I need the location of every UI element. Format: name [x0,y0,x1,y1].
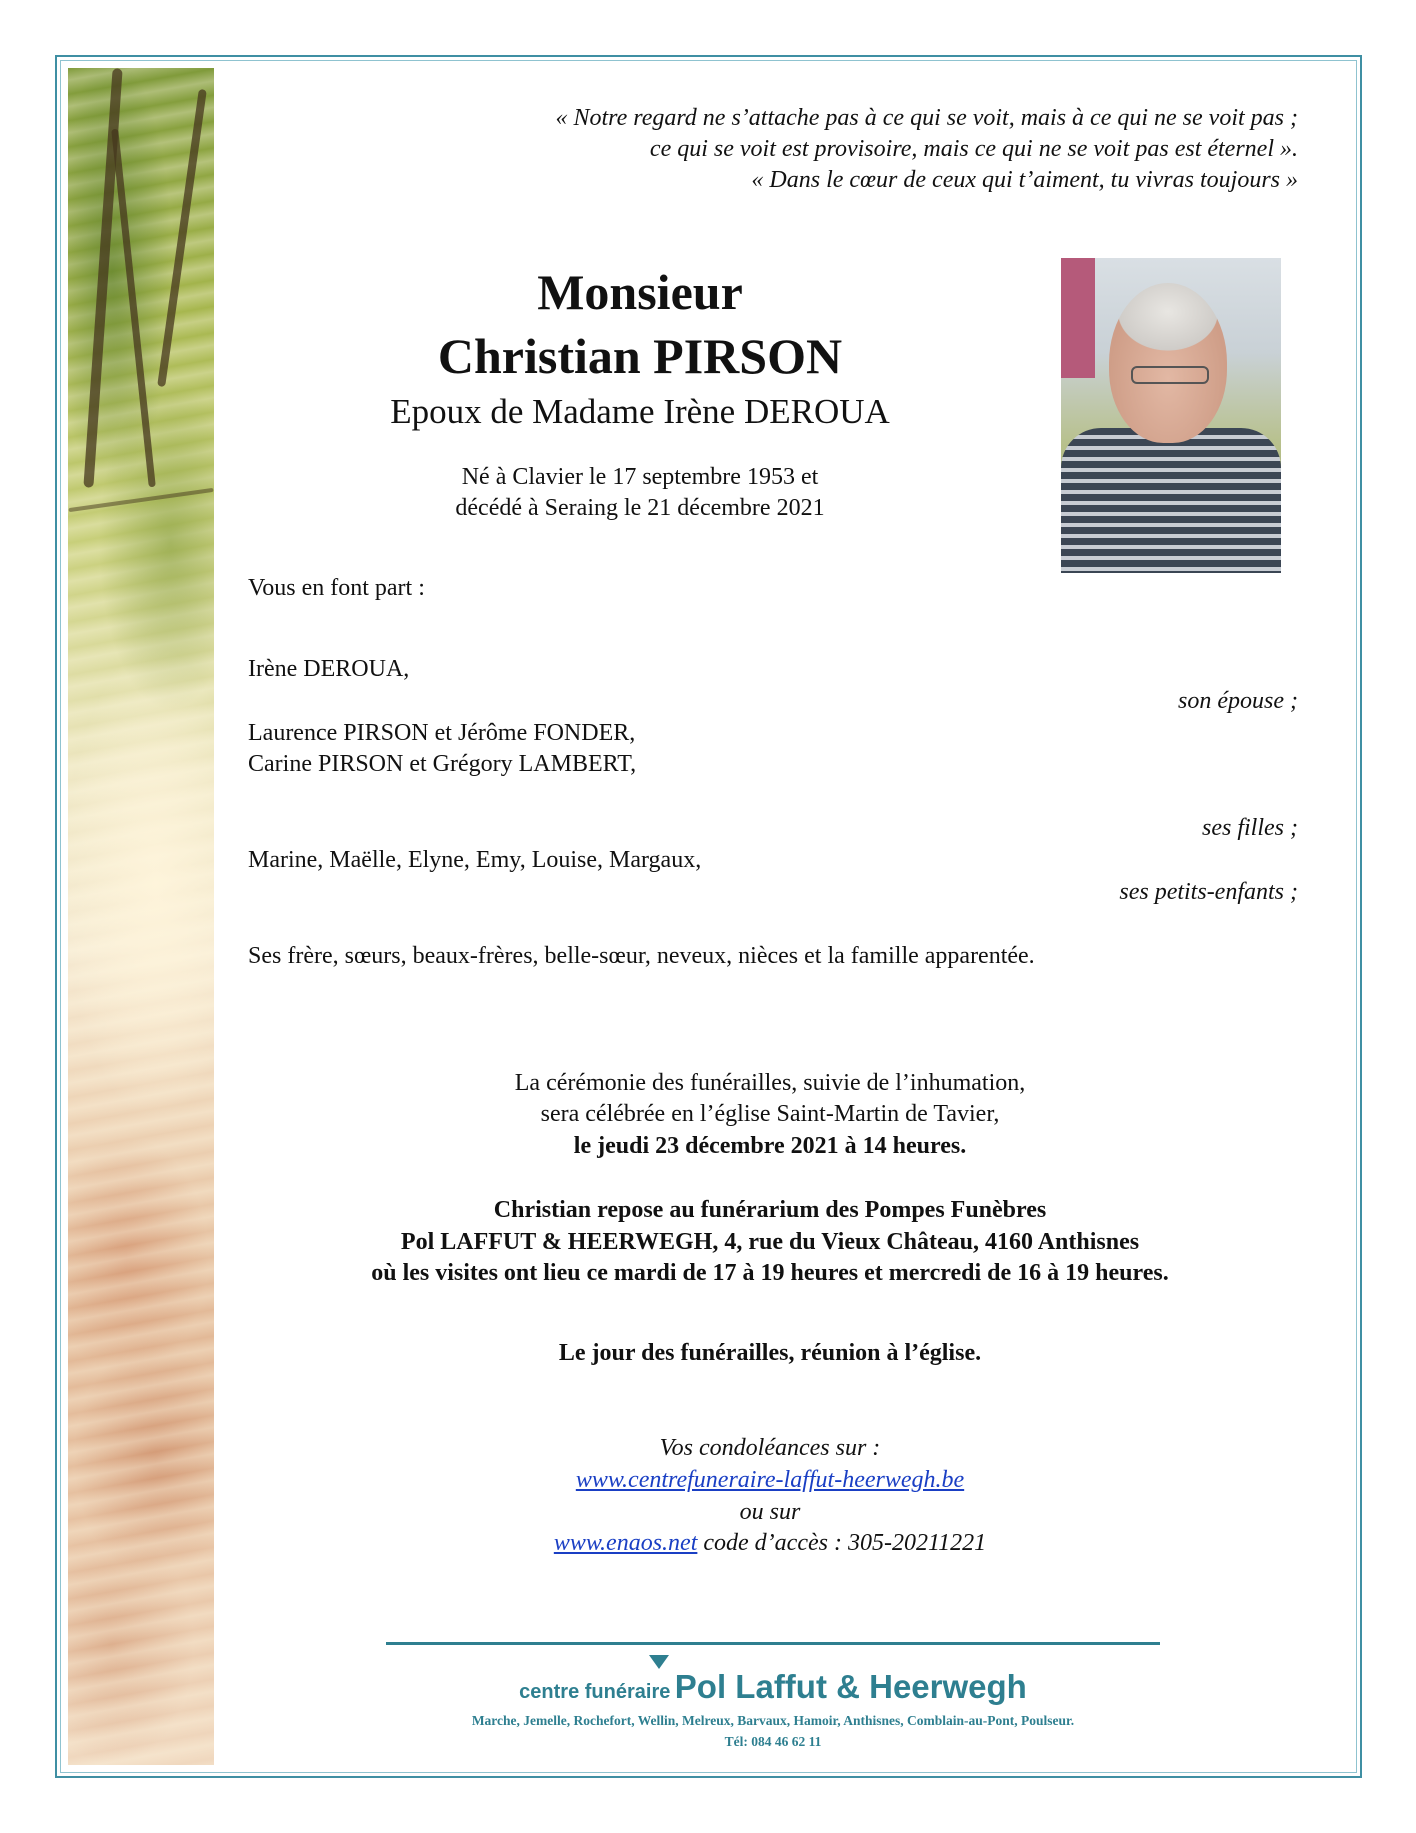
birth-death-dates [240,462,1040,524]
deceased-name: Christian PIRSON [437,328,843,384]
quote-line: ce qui se voit est provisoire, mais ce qui ne se voit pas est éternel ». [649,136,1298,162]
family-name: Irène DEROUA, [248,656,410,682]
family-relation: ses filles ; [1202,815,1298,841]
extended-family: Ses frère, sœurs, beaux-frères, belle-sœur, neveux, nièces et la famille apparentée. [248,943,1035,969]
death-line: décédé à Seraing le 21 décembre 2021 [455,495,825,521]
family-relation: son épouse ; [1178,688,1298,714]
tree-branch [68,488,213,512]
birth-line: Né à Clavier le 17 septembre 1953 et [461,464,819,490]
family-name: Marine, Maëlle, Elyne, Emy, Louise, Margaux, [248,847,702,873]
meeting-note: Le jour des funérailles, réunion à l’église. [558,1340,982,1366]
quote-line: « Notre regard ne s’attache pas à ce qui se voit, mais à ce qui ne se voit pas ; [555,105,1298,131]
spouse-line: Epoux de Madame Irène DEROUA [390,392,890,431]
condolences-link-line [150,1465,1390,1496]
ceremony-date: le jeudi 23 décembre 2021 à 14 heures. [573,1133,967,1159]
funeral-home-logo [386,1668,1160,1706]
ceremony-line: La cérémonie des funérailles, suivie de l’inhumation, [514,1070,1026,1096]
visitation-line: où les visites ont lieu ce mardi de 17 à 19 heures et mercredi de 16 à 19 heures. [371,1260,1169,1286]
honorific: Monsieur [537,264,743,320]
funeral-home-locations: Marche, Jemelle, Rochefort, Wellin, Melreux, Barvaux, Hamoir, Anthisnes, Comblain-au-Pont, Poulseur. [471,1713,1075,1728]
tree-trunk [157,89,207,387]
condolences-intro: Vos condoléances sur : [659,1435,881,1461]
footer-divider [386,1642,1160,1645]
condolences-link-primary[interactable]: www.centrefuneraire-laffut-heerwegh.be [575,1467,965,1493]
announcement-intro: Vous en font part : [248,575,425,601]
access-code: code d’accès : 305-20211221 [697,1530,987,1556]
logo-prefix: centre funéraire [519,1681,671,1703]
quote-line: « Dans le cœur de ceux qui t’aiment, tu vivras toujours » [751,167,1298,193]
footer-logo-triangle-icon [649,1655,669,1669]
condolences-code-line [150,1528,1390,1559]
condolences-link-secondary[interactable]: www.enaos.net [553,1530,698,1556]
family-relation: ses petits-enfants ; [1119,879,1298,905]
family-name: Laurence PIRSON et Jérôme FONDER, [248,720,636,746]
tree-trunk [111,129,156,488]
logo-brand: Pol Laffut & Heerwegh [674,1668,1027,1705]
epigraph-quote [298,103,1298,196]
condolences-or: ou sur [739,1499,801,1525]
visitation-line: Christian repose au funérarium des Pompes Funèbres [493,1197,1047,1223]
funeral-home-phone: Tél: 084 46 62 11 [724,1734,822,1749]
family-name: Carine PIRSON et Grégory LAMBERT, [248,751,637,777]
ceremony-line: sera célébrée en l’église Saint-Martin de Tavier, [540,1101,1000,1127]
deceased-portrait-photo [1061,258,1281,573]
visitation-line: Pol LAFFUT & HEERWEGH, 4, rue du Vieux Château, 4160 Anthisnes [400,1229,1140,1255]
